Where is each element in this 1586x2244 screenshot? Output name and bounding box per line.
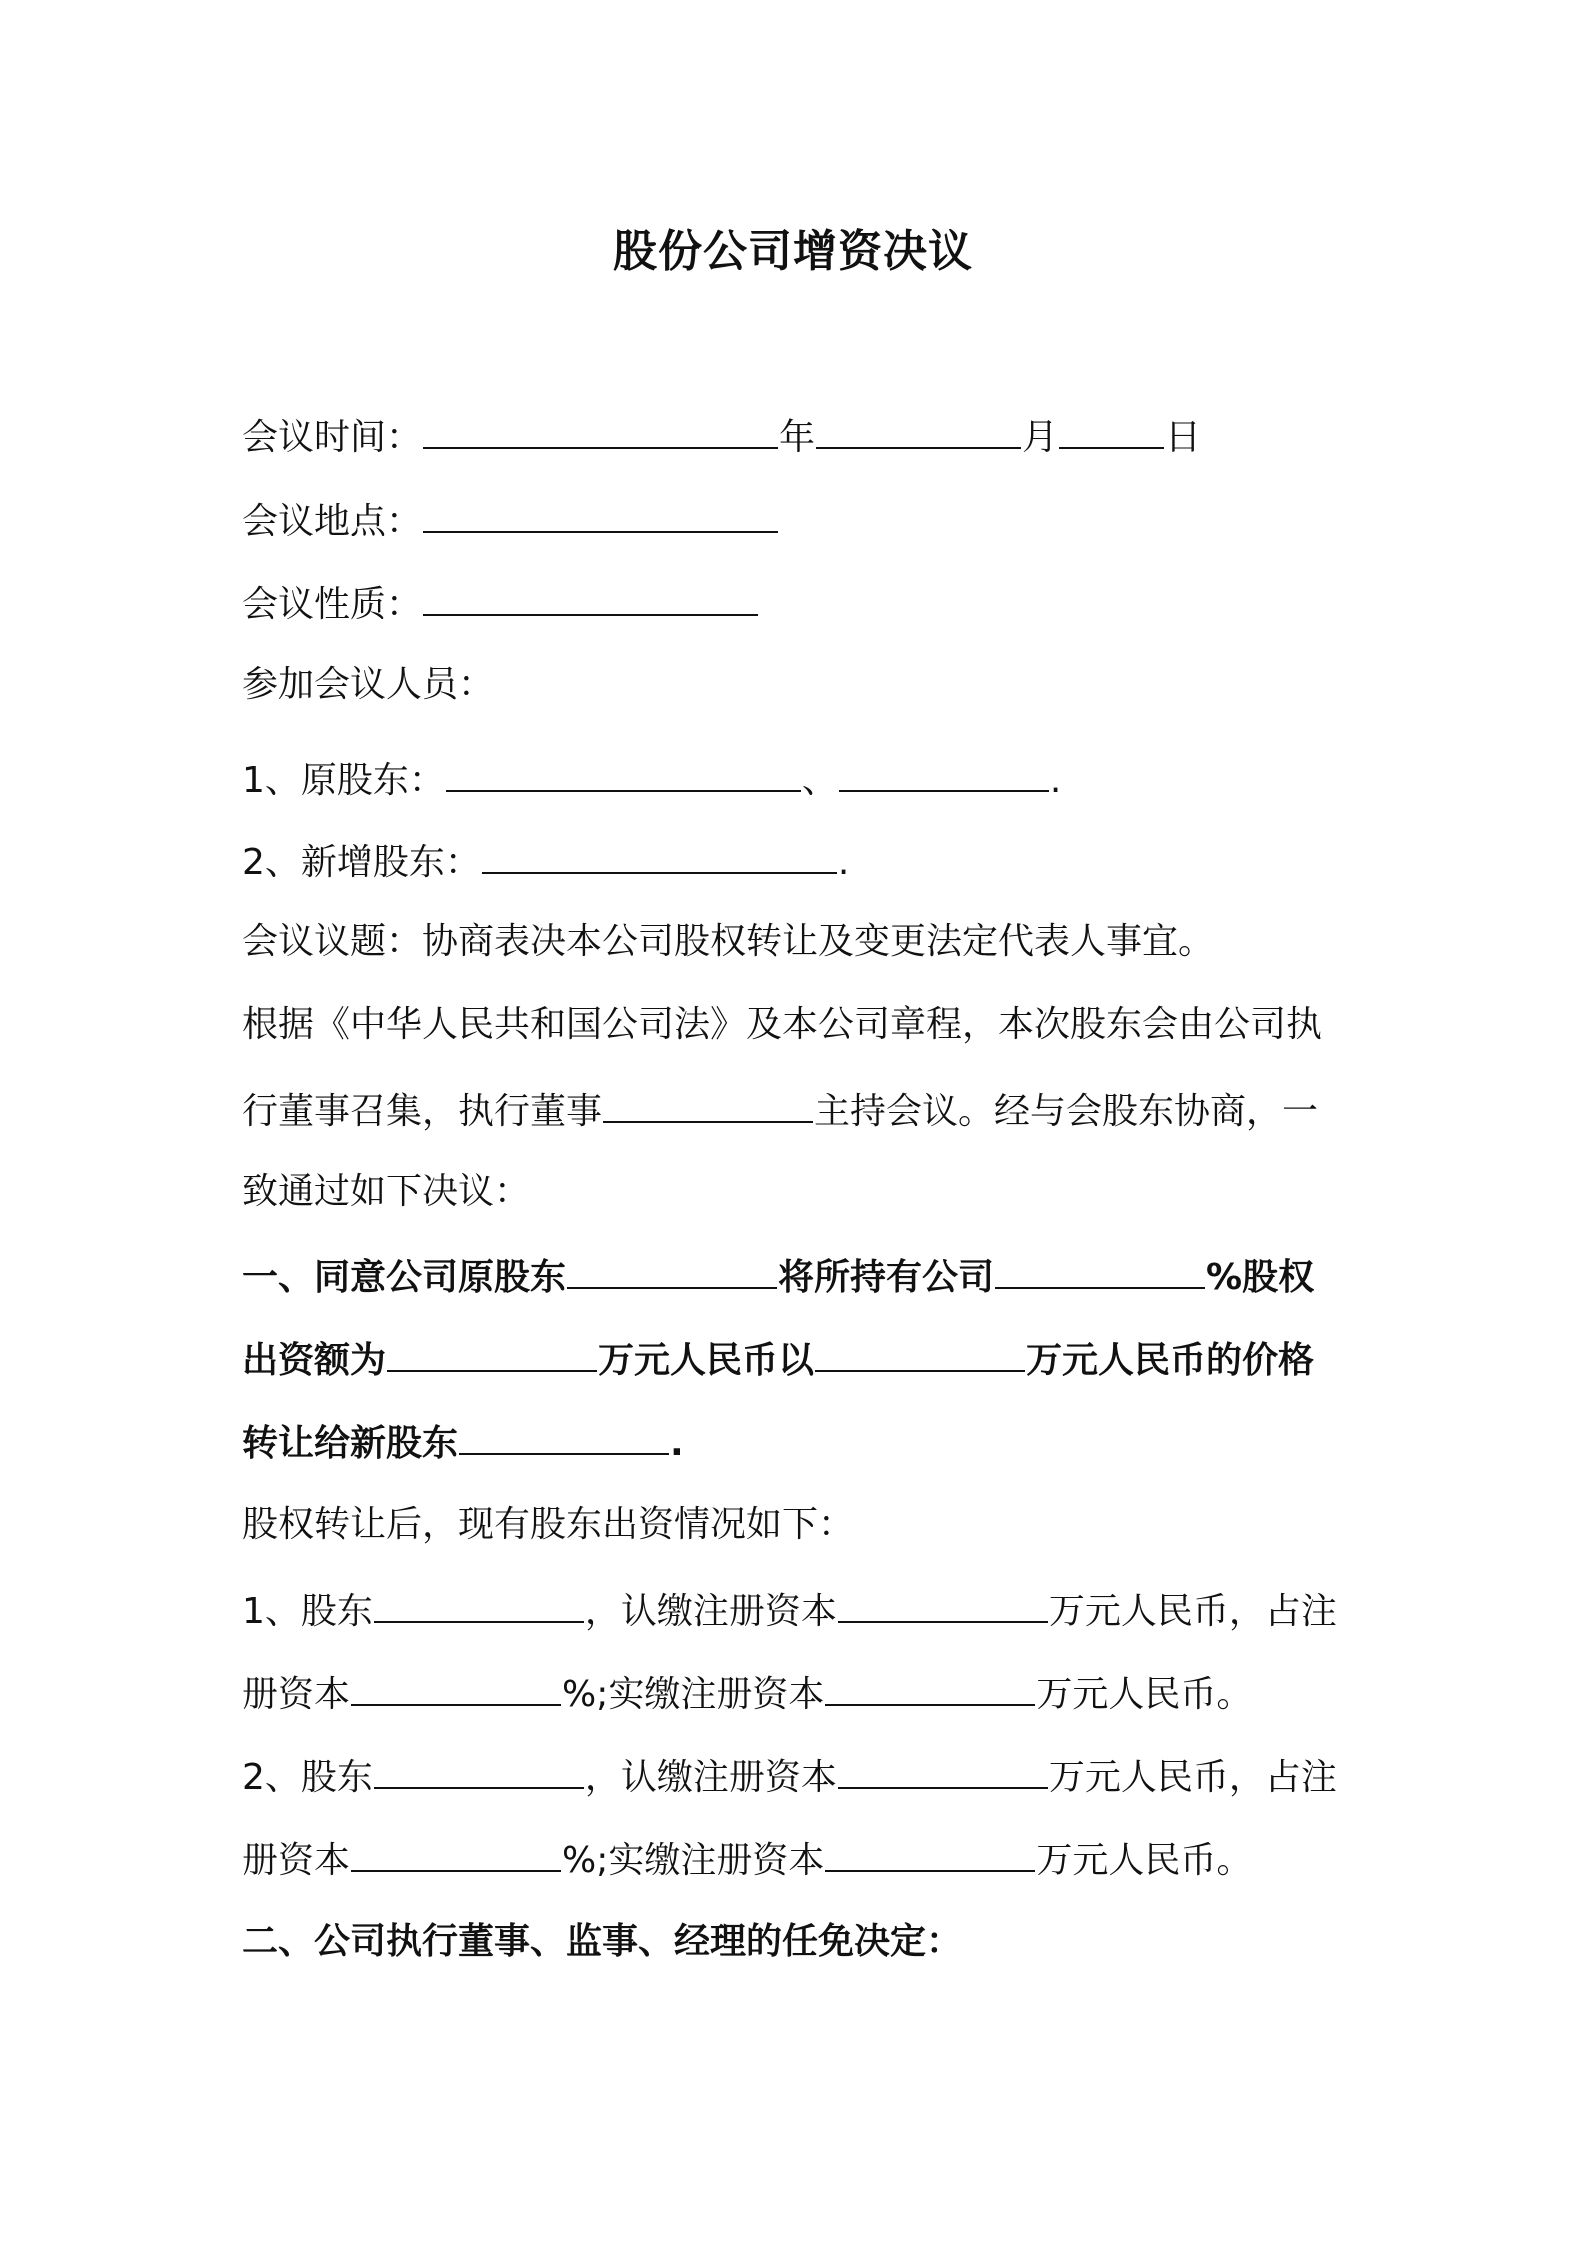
- shareholder-2-paid-in: %;实缴注册资本: [562, 1840, 825, 1881]
- shareholder-1-line-1: [242, 1587, 1337, 1634]
- resolution-1-line-3: [242, 1419, 684, 1466]
- period: .: [837, 842, 850, 883]
- intro-line-3: 致通过如下决议：: [242, 1171, 531, 1212]
- shareholder-2-unit: 万元人民币，占注: [1048, 1757, 1337, 1798]
- shareholder-1-end: 万元人民币。: [1036, 1674, 1253, 1715]
- after-transfer-line: 股权转让后，现有股东出资情况如下：: [242, 1504, 855, 1545]
- resolution-1-e: 万元人民币以: [598, 1340, 815, 1381]
- resolution-1-line-1: [242, 1253, 1314, 1300]
- transfer-price-blank[interactable]: [815, 1336, 1025, 1372]
- shareholder-2-reg: 册资本: [242, 1840, 351, 1881]
- resolution-1-line-2: [242, 1336, 1314, 1383]
- new-shareholder-name-blank[interactable]: [459, 1419, 669, 1455]
- shareholder-1-subscribed: ，认缴注册资本: [584, 1591, 837, 1632]
- agenda-label: 会议议题：: [242, 921, 423, 962]
- original-shareholder-1-blank[interactable]: [446, 756, 801, 792]
- new-shareholders-line: [242, 838, 849, 885]
- shareholder-2-name-blank[interactable]: [374, 1753, 584, 1789]
- shareholder-1-reg: 册资本: [242, 1674, 351, 1715]
- intro-line-1: 根据《中华人民共和国公司法》及本公司章程，本次股东会由公司执: [242, 1004, 1323, 1045]
- day-label: 日: [1165, 417, 1202, 458]
- meeting-nature-label: 会议性质：: [242, 584, 423, 625]
- shareholder-1-paid-in-blank[interactable]: [825, 1670, 1035, 1706]
- shareholder-2-percent-blank[interactable]: [351, 1836, 561, 1872]
- executive-director-blank[interactable]: [603, 1087, 813, 1123]
- new-shareholders-label: 2、新增股东：: [242, 842, 481, 883]
- shareholder-2-prefix: 2、股东: [242, 1757, 373, 1798]
- resolution-1-a: 一、同意公司原股东: [242, 1257, 567, 1298]
- resolution-1-d: 出资额为: [242, 1340, 387, 1381]
- document-title: 股份公司增资决议: [613, 226, 973, 277]
- intro-line-2: [242, 1087, 1318, 1134]
- shareholder-1-line-2: [242, 1670, 1252, 1717]
- resolution-1-f: 万元人民币的价格: [1026, 1340, 1315, 1381]
- meeting-place-blank[interactable]: [423, 497, 778, 533]
- shareholder-1-subscribed-blank[interactable]: [838, 1587, 1048, 1623]
- shareholder-1-percent-blank[interactable]: [351, 1670, 561, 1706]
- year-blank[interactable]: [423, 413, 778, 449]
- shareholder-2-subscribed: ，认缴注册资本: [584, 1757, 837, 1798]
- shareholder-1-name-blank[interactable]: [374, 1587, 584, 1623]
- shareholder-2-end: 万元人民币。: [1036, 1840, 1253, 1881]
- shareholder-2-line-2: [242, 1836, 1252, 1883]
- month-blank[interactable]: [816, 413, 1021, 449]
- resolution-1-b: 将所持有公司: [778, 1257, 995, 1298]
- month-label: 月: [1022, 417, 1059, 458]
- equity-percent-blank[interactable]: [995, 1253, 1205, 1289]
- day-blank[interactable]: [1059, 413, 1164, 449]
- original-shareholders-label: 1、原股东：: [242, 760, 445, 801]
- year-label: 年: [779, 417, 816, 458]
- attendees-label: 参加会议人员：: [242, 664, 495, 705]
- shareholder-2-paid-in-blank[interactable]: [825, 1836, 1035, 1872]
- capital-amount-blank[interactable]: [387, 1336, 597, 1372]
- agenda-line: [242, 920, 1214, 964]
- resolution-1-g: 转让给新股东: [242, 1423, 459, 1464]
- meeting-nature-line: [242, 580, 759, 627]
- meeting-time-label: 会议时间：: [242, 417, 423, 458]
- agenda-text: 协商表决本公司股权转让及变更法定代表人事宜。: [422, 921, 1215, 962]
- meeting-place-line: [242, 497, 779, 544]
- resolution-2-line: 二、公司执行董事、监事、经理的任免决定：: [242, 1921, 963, 1962]
- shareholder-1-unit: 万元人民币，占注: [1048, 1591, 1337, 1632]
- intro-line-2-a: 行董事召集，执行董事: [242, 1091, 603, 1132]
- meeting-time-line: [242, 413, 1201, 460]
- shareholder-1-paid-in: %;实缴注册资本: [562, 1674, 825, 1715]
- meeting-nature-blank[interactable]: [423, 580, 758, 616]
- original-shareholder-2-blank[interactable]: [839, 756, 1049, 792]
- new-shareholder-blank[interactable]: [482, 838, 837, 874]
- shareholder-2-line-1: [242, 1753, 1337, 1800]
- intro-line-2-b: 主持会议。经与会股东协商，一: [814, 1091, 1319, 1132]
- original-shareholder-name-blank[interactable]: [567, 1253, 777, 1289]
- shareholder-1-prefix: 1、股东: [242, 1591, 373, 1632]
- shareholder-2-subscribed-blank[interactable]: [838, 1753, 1048, 1789]
- resolution-1-c: %股权: [1206, 1257, 1315, 1298]
- original-shareholders-line: [242, 756, 1061, 803]
- meeting-place-label: 会议地点：: [242, 501, 423, 542]
- period: .: [1049, 760, 1062, 801]
- separator: 、: [801, 760, 838, 801]
- resolution-1-h: .: [670, 1423, 684, 1464]
